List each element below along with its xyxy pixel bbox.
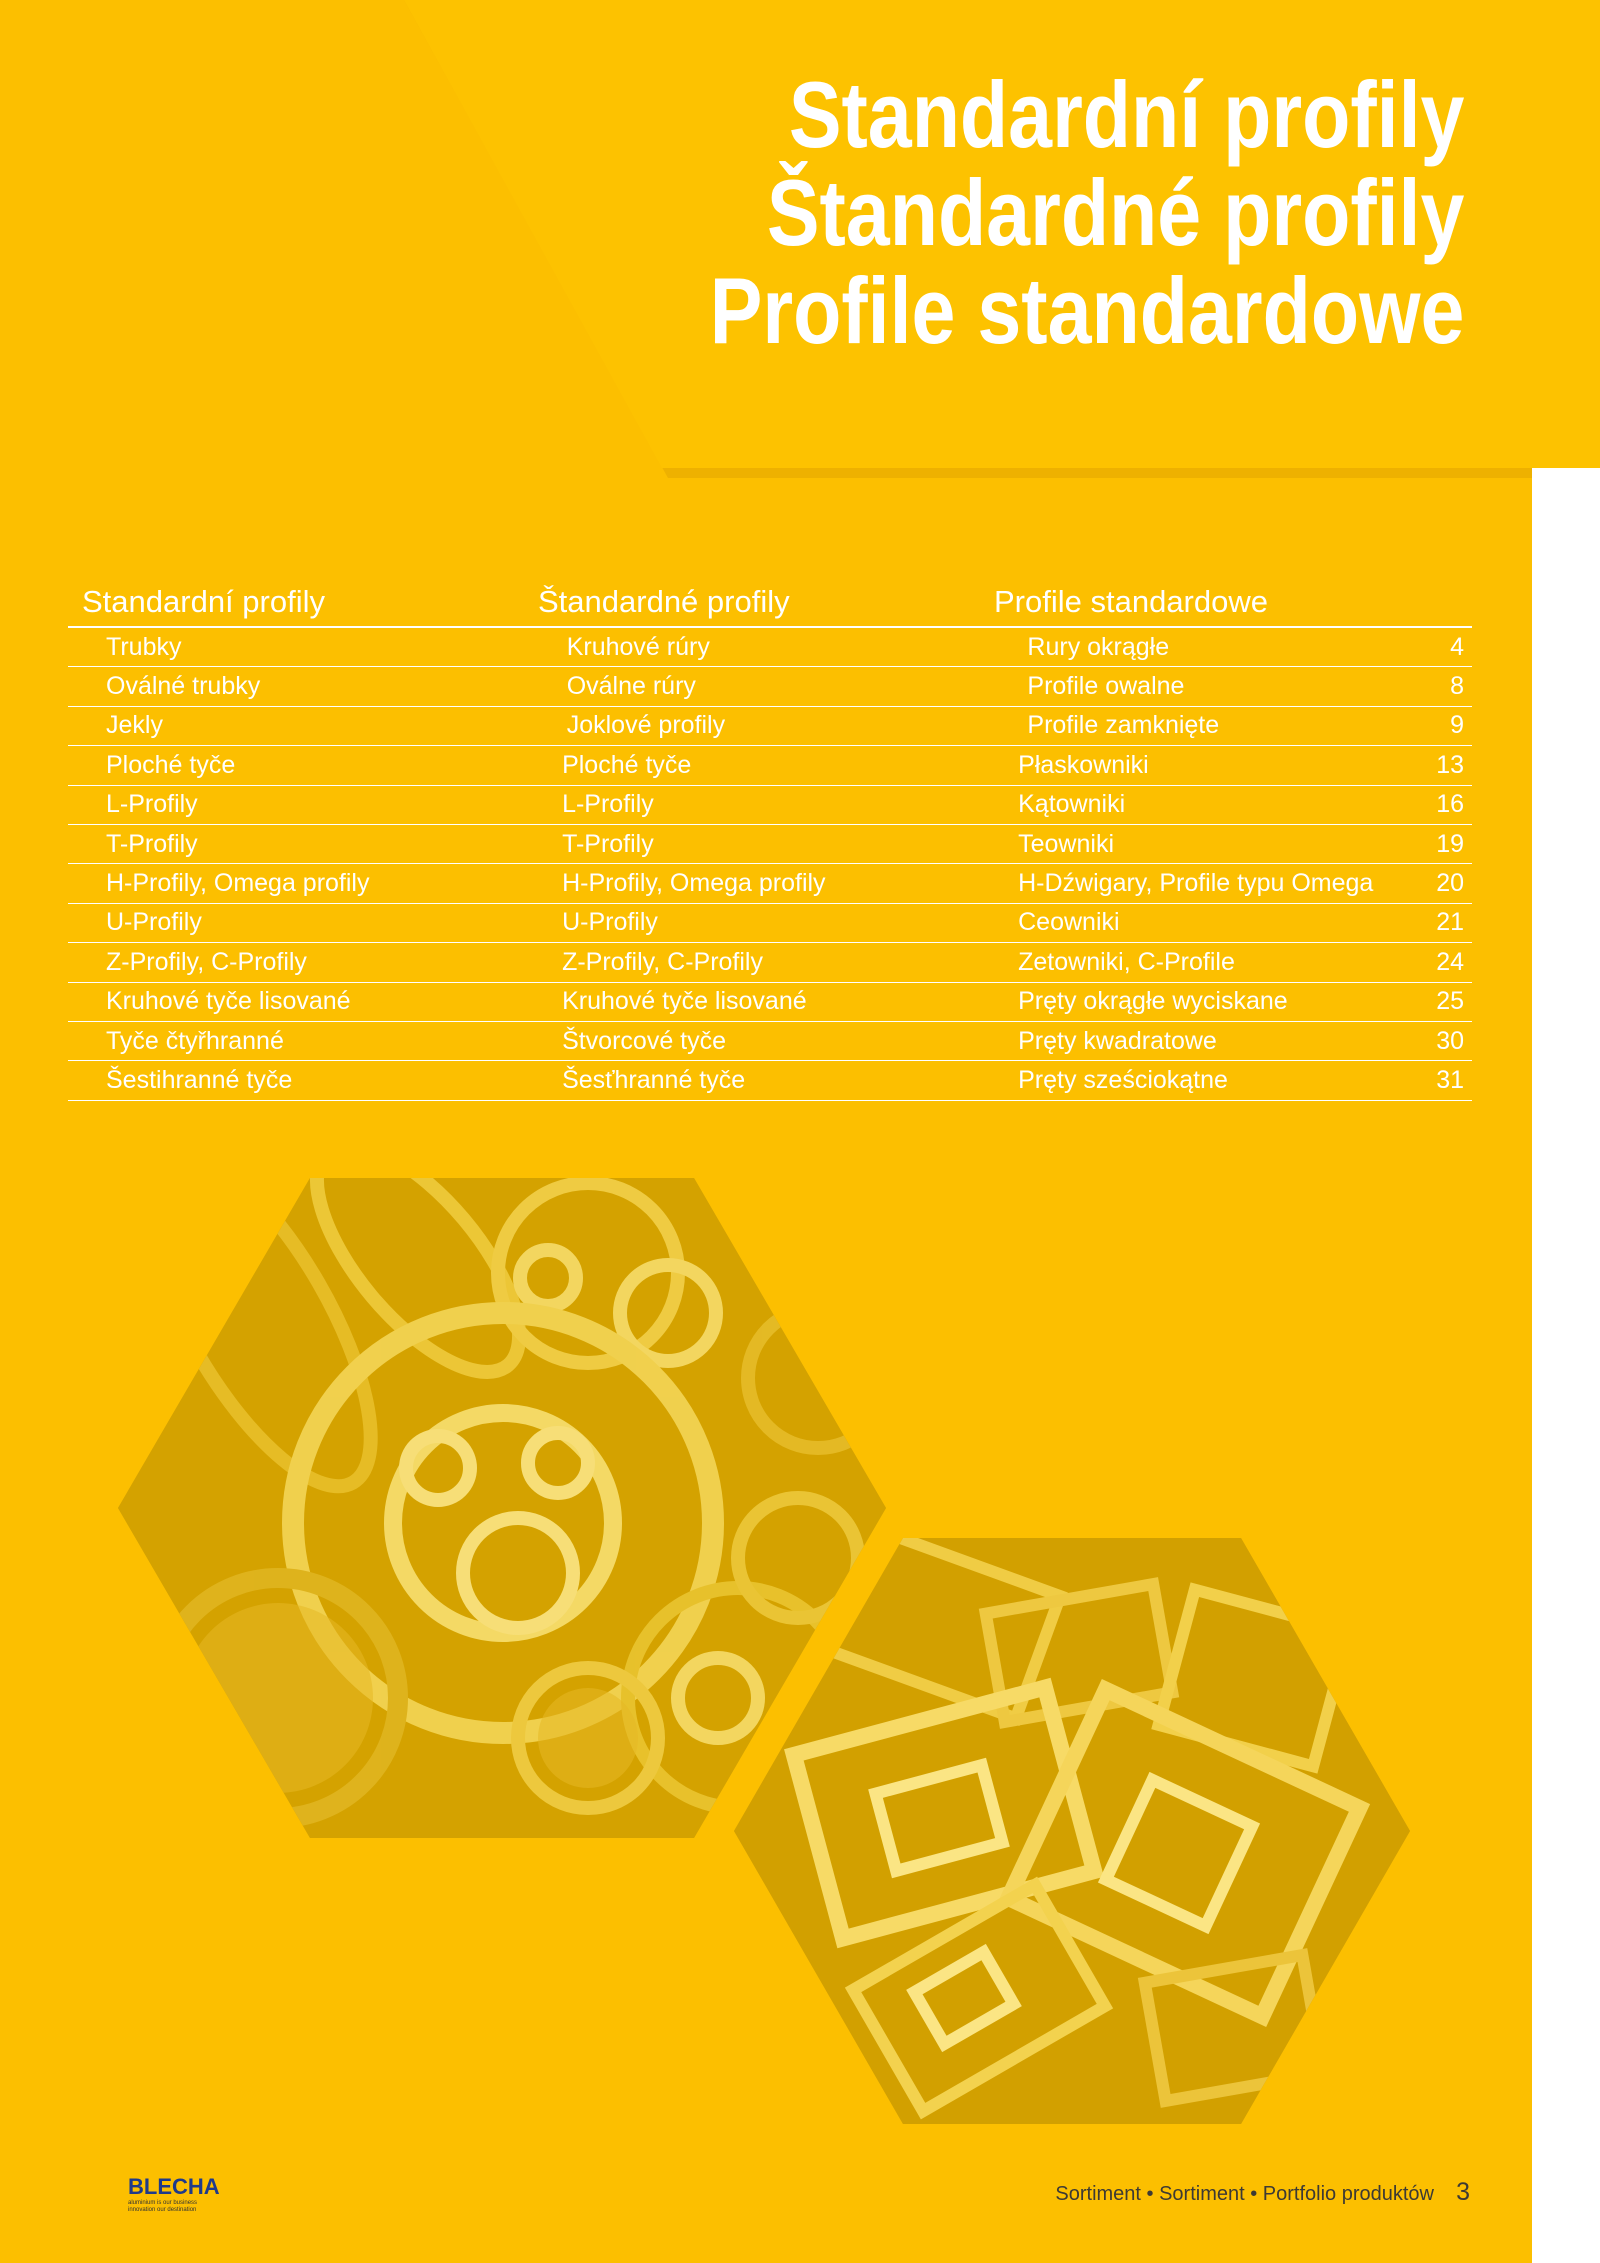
toc-row <box>68 825 1472 864</box>
toc-row <box>68 628 1472 667</box>
footer-section-label: Sortiment • Sortiment • Portfolio produktów <box>1055 2183 1434 2205</box>
toc-page-number: 31 <box>1436 1065 1464 1094</box>
page-title <box>709 62 1464 363</box>
toc-header-polish: Profile standardowe <box>994 584 1268 619</box>
toc-page-number: 9 <box>1450 711 1465 740</box>
toc-row <box>68 786 1472 825</box>
toc-row <box>68 1061 1472 1100</box>
toc-entry-polish: Pręty okrągłe wyciskane <box>1018 987 1288 1016</box>
toc-entry-czech: Tyče čtyřhranné <box>106 1026 284 1055</box>
toc-entry-slovak: L-Profily <box>562 790 654 819</box>
toc-entry-polish: H-Dźwigary, Profile typu Omega <box>1018 869 1374 898</box>
toc-rows <box>68 628 1472 1101</box>
toc-entry-slovak: Štvorcové tyče <box>562 1026 727 1055</box>
toc-entry-czech: Z-Profily, C-Profily <box>106 947 307 976</box>
toc-page-number: 24 <box>1436 947 1464 976</box>
toc-entry-slovak: H-Profily, Omega profily <box>562 869 826 898</box>
toc-entry-slovak: Kruhové tyče lisované <box>562 987 807 1016</box>
toc-entry-polish: Płaskowniki <box>1018 750 1149 779</box>
table-of-contents <box>68 580 1472 1101</box>
toc-page-number: 19 <box>1436 829 1464 858</box>
toc-entry-polish: Profile zamknięte <box>1027 711 1220 740</box>
toc-entry-polish: Rury okrągłe <box>1027 632 1170 661</box>
toc-entry-slovak: U-Profily <box>562 908 658 937</box>
toc-page-number: 4 <box>1450 632 1465 661</box>
toc-entry-czech: H-Profily, Omega profily <box>106 869 370 898</box>
toc-entry-slovak: Z-Profily, C-Profily <box>562 947 763 976</box>
toc-entry-polish: Teowniki <box>1018 829 1114 858</box>
company-logo <box>128 2174 220 2214</box>
toc-entry-polish: Profile owalne <box>1027 672 1185 701</box>
toc-page-number: 13 <box>1436 750 1464 779</box>
page-margin-strip <box>1532 468 1600 2263</box>
logo-tagline-2: innovation our destination <box>128 2207 197 2213</box>
toc-entry-czech: Ploché tyče <box>106 750 236 779</box>
toc-entry-czech: L-Profily <box>106 790 198 819</box>
logo-wordmark: BLECHA <box>128 2174 220 2199</box>
toc-row <box>68 943 1472 982</box>
toc-page-number: 21 <box>1436 908 1464 937</box>
toc-entry-polish: Ceowniki <box>1018 908 1120 937</box>
toc-row <box>68 904 1472 943</box>
toc-entry-czech: Trubky <box>106 632 182 661</box>
toc-entry-slovak: Kruhové rúry <box>566 632 710 661</box>
toc-entry-polish: Pręty sześciokątne <box>1018 1065 1228 1094</box>
toc-page-number: 8 <box>1450 672 1465 701</box>
page-number: 3 <box>1456 2178 1470 2206</box>
toc-header-czech: Standardní profily <box>82 584 325 619</box>
toc-header-slovak: Štandardné profily <box>538 584 790 619</box>
toc-entry-czech: U-Profily <box>106 908 202 937</box>
toc-entry-slovak: Ploché tyče <box>562 750 692 779</box>
toc-row <box>68 667 1472 706</box>
toc-entry-slovak: Šesťhranné tyče <box>562 1065 746 1094</box>
toc-page-number: 30 <box>1436 1026 1464 1055</box>
toc-entry-slovak: T-Profily <box>562 829 654 858</box>
toc-page-number: 16 <box>1436 790 1464 819</box>
title-slovak: Štandardné profily <box>766 160 1464 265</box>
title-czech: Standardní profily <box>788 62 1464 167</box>
toc-page-number: 25 <box>1436 987 1464 1016</box>
logo-tagline-1: aluminium is our business <box>128 2200 198 2206</box>
toc-page-number: 20 <box>1436 869 1464 898</box>
toc-entry-polish: Kątowniki <box>1018 790 1126 819</box>
toc-header-row <box>68 580 1472 628</box>
toc-row <box>68 746 1472 785</box>
toc-entry-czech: T-Profily <box>106 829 198 858</box>
toc-row <box>68 864 1472 903</box>
toc-row <box>68 983 1472 1022</box>
title-polish: Profile standardowe <box>709 258 1464 363</box>
toc-entry-czech: Šestihranné tyče <box>106 1065 293 1094</box>
toc-entry-polish: Zetowniki, C-Profile <box>1018 947 1235 976</box>
toc-entry-czech: Kruhové tyče lisované <box>106 987 351 1016</box>
toc-entry-slovak: Joklové profily <box>566 711 726 740</box>
toc-entry-slovak: Oválne rúry <box>566 672 696 701</box>
toc-entry-czech: Oválné trubky <box>106 672 261 701</box>
toc-row <box>68 707 1472 746</box>
toc-entry-czech: Jekly <box>106 711 163 740</box>
toc-row <box>68 1022 1472 1061</box>
toc-entry-polish: Pręty kwadratowe <box>1018 1026 1217 1055</box>
